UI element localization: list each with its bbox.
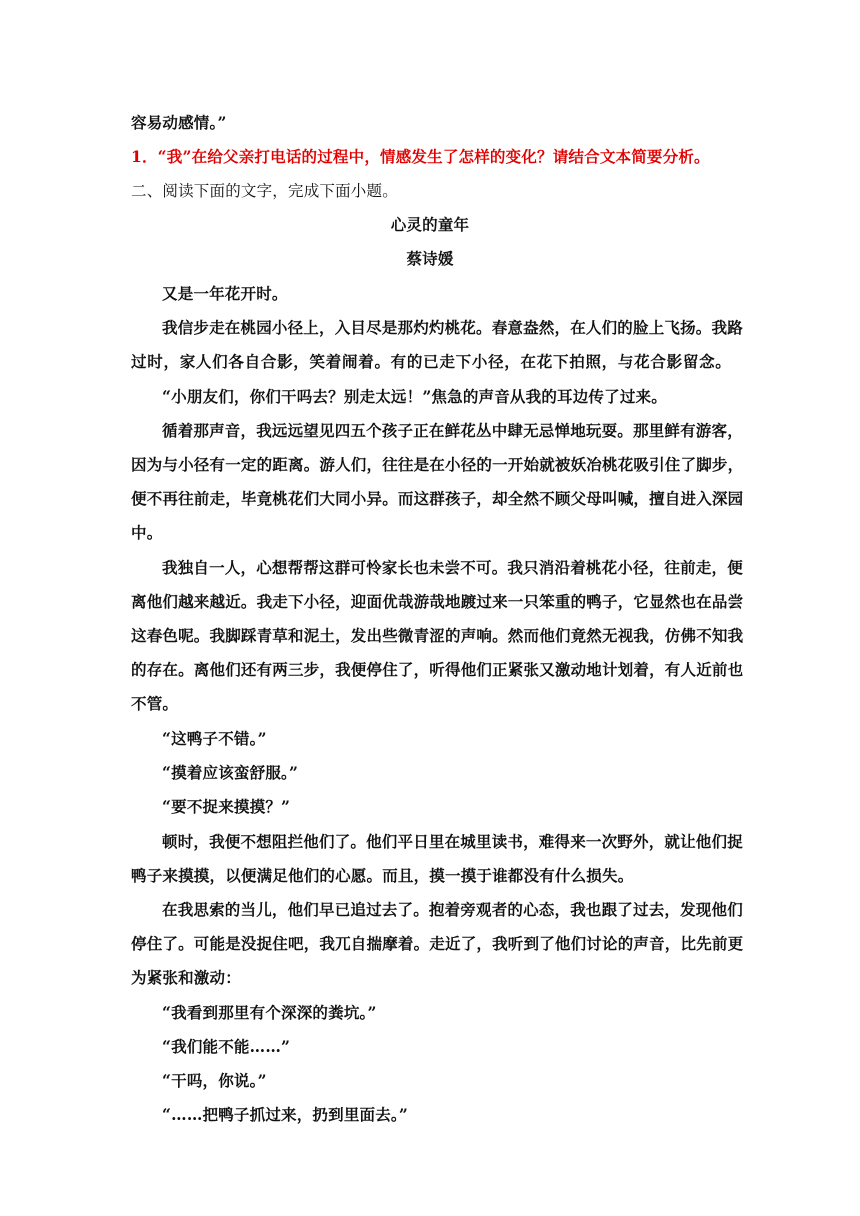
dialogue-line: “小朋友们，你们干吗去？别走太远！”焦急的声音从我的耳边传了过来。 xyxy=(162,387,667,406)
text-line: 容易动感情。” xyxy=(131,113,227,132)
paragraph-line: 离他们越来越近。我走下小径，迎面优哉游哉地踱过来一只笨重的鸭子，它显然也在品尝 xyxy=(131,592,744,611)
paragraph-line: 停住了。可能是没捉住吧，我兀自揣摩着。走近了，我听到了他们讨论的声音，比先前更 xyxy=(131,934,744,953)
paragraph-line: 循着那声音，我远远望见四五个孩子正在鲜花丛中肆无忌惮地玩耍。那里鲜有游客， xyxy=(162,421,743,440)
dialogue-line: “摸着应该蛮舒服。” xyxy=(162,763,299,782)
paragraph-line: 我信步走在桃园小径上，入目尽是那灼灼桃花。春意盎然，在人们的脸上飞扬。我路 xyxy=(162,318,743,337)
question-1: 1．“我”在给父亲打电话的过程中，情感发生了怎样的变化？请结合文本简要分析。 xyxy=(131,147,710,166)
paragraph-line: 不管。 xyxy=(131,694,179,713)
paragraph-line: 鸭子来摸摸，以便满足他们的心愿。而且，摸一摸于谁都没有什么损失。 xyxy=(131,866,634,885)
paragraph-line: 我独自一人，心想帮帮这群可怜家长也未尝不可。我只消沿着桃花小径，往前走，便 xyxy=(162,558,743,577)
paragraph-line: 中。 xyxy=(131,523,163,542)
paragraph-line: 过时，家人们各自合影，笑着闹着。有的已走下小径，在花下拍照，与花合影留念。 xyxy=(131,352,731,371)
dialogue-line: “这鸭子不错。” xyxy=(162,729,267,748)
dialogue-line: “干吗，你说。” xyxy=(162,1071,267,1090)
dialogue-line: “我看到那里有个深深的粪坑。” xyxy=(162,1003,377,1022)
paragraph-line: 顿时，我便不想阻拦他们了。他们平日里在城里读书，难得来一次野外，就让他们捉 xyxy=(162,832,743,851)
article-title: 心灵的童年 xyxy=(390,215,470,234)
paragraph-line: 便不再往前走，毕竟桃花们大同小异。而这群孩子，却全然不顾父母叫喊，擅自进入深园 xyxy=(131,489,744,508)
paragraph-line: 的存在。离他们还有两三步，我便停住了，听得他们正紧张又激动地计划着，有人近前也 xyxy=(131,660,744,679)
paragraph-line: 为紧张和激动： xyxy=(131,968,241,987)
dialogue-line: “要不捉来摸摸？” xyxy=(162,797,291,816)
paragraph-line: 在我思索的当儿，他们早已追过去了。抱着旁观者的心态，我也跟了过去，发现他们 xyxy=(162,900,743,919)
paragraph-line: 因为与小径有一定的距离。游人们，往往是在小径的一开始就被妖冶桃花吸引住了脚步， xyxy=(131,455,744,474)
paragraph-line: 又是一年花开时。 xyxy=(162,284,288,303)
dialogue-line: “……把鸭子抓过来，扔到里面去。” xyxy=(162,1105,408,1124)
section-heading: 二、阅读下面的文字，完成下面小题。 xyxy=(131,182,398,200)
paragraph-line: 这春色呢。我脚踩青草和泥土，发出些微青涩的声响。然而他们竟然无视我，仿佛不知我 xyxy=(131,626,744,645)
article-author: 蔡诗媛 xyxy=(406,249,454,268)
dialogue-line: “我们能不能……” xyxy=(162,1037,291,1056)
